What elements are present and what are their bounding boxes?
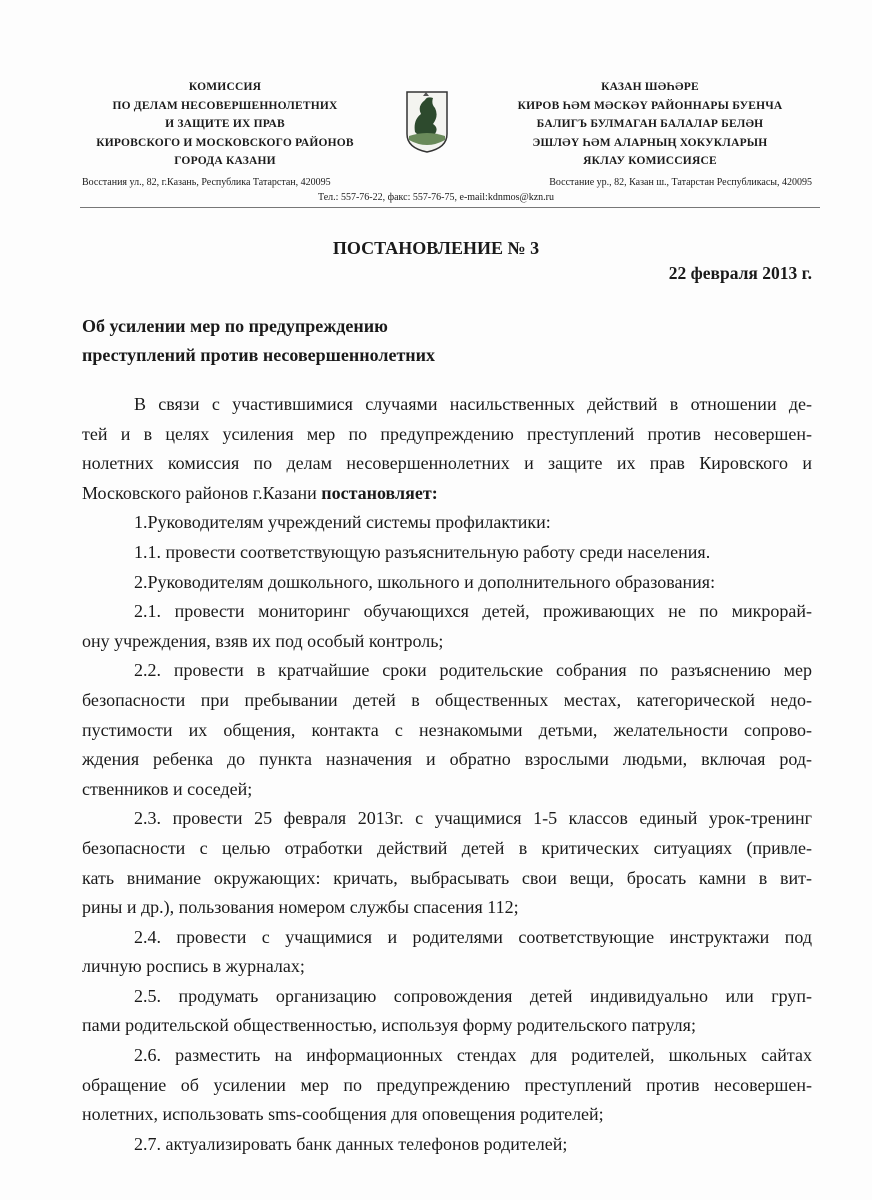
paragraph-line xyxy=(82,1041,812,1071)
line-text: 2.7. актуализировать банк данных телефонов родителей; xyxy=(134,1133,568,1154)
contacts: Тел.: 557-76-22, факс: 557-76-75, e-mail:kdnmos@kzn.ru xyxy=(318,192,554,203)
header-line: ПО ДЕЛАМ НЕСОВЕРШЕННОЛЕТНИХ xyxy=(112,99,338,112)
paragraph-line xyxy=(82,390,812,420)
subject-line: Об усилении мер по предупреждению xyxy=(82,316,388,336)
paragraph-line xyxy=(82,479,812,509)
paragraph-line xyxy=(82,982,812,1012)
header-line: ГОРОДА КАЗАНИ xyxy=(174,155,276,167)
paragraph-line xyxy=(82,449,812,479)
document-title: ПОСТАНОВЛЕНИЕ № 3 xyxy=(332,238,540,258)
line-text: 2.2. провести в кратчайшие сроки родительские собрания по разъяснению мер xyxy=(134,660,812,681)
paragraph-line xyxy=(82,923,812,953)
paragraph-line xyxy=(82,952,812,982)
paragraph-line xyxy=(82,656,812,686)
paragraph-line xyxy=(82,834,812,864)
line-text: безопасности с целью отработки действий детей в критических ситуациях (привле- xyxy=(82,837,812,858)
line-text: В связи с участившимися случаями насильственных действий в отношении де- xyxy=(134,394,812,414)
subject-line: преступлений против несовершеннолетних xyxy=(82,345,436,365)
header-line: КАЗАН ШӘҺӘРЕ xyxy=(601,81,699,93)
header-line: КИРОВ ҺӘМ МӘСКӘҮ РАЙОННАРЫ БУЕНЧА xyxy=(517,99,783,112)
line-text: нолетних, использовать sms-сообщения для оповещения родителей; xyxy=(82,1104,604,1125)
line-text: ждения ребенка до пункта назначения и обратно взрослыми людьми, включая род- xyxy=(82,749,812,770)
paragraph-line xyxy=(82,420,812,450)
line-text: ственников и соседей; xyxy=(82,778,253,799)
document-date: 22 февраля 2013 г. xyxy=(668,263,812,283)
line-text: рины и др.), пользования номером службы спасения 112; xyxy=(82,897,519,918)
paragraph-line xyxy=(82,804,812,834)
resolution-keyword: постановляет: xyxy=(321,482,438,503)
line-text: личную роспись в журналах; xyxy=(82,956,305,977)
line-text: 2.5. продумать организацию сопровождения детей индивидуально или груп- xyxy=(134,985,812,1006)
paragraph-line xyxy=(82,1130,812,1160)
header-line: КОМИССИЯ xyxy=(188,81,262,93)
address-right: Восстание ур., 82, Казан ш., Татарстан Республикасы, 420095 xyxy=(549,177,812,188)
header-line: ЭШЛӘҮ ҺӘМ АЛАРНЫҢ ХОКУКЛАРЫН xyxy=(532,136,768,149)
line-text: безопасности при пребывании детей в общественных местах, категорической недо- xyxy=(82,689,812,710)
kazan-coat-of-arms-icon xyxy=(405,90,449,154)
line-text: 1.1. провести соответствующую разъяснительную работу среди населения. xyxy=(134,541,711,562)
line-text: кать внимание окружающих: кричать, выбрасывать свои вещи, бросать камни в вит- xyxy=(82,867,812,888)
paragraph-line xyxy=(82,1011,812,1041)
header-line: ЯКЛАУ КОМИССИЯСЕ xyxy=(583,155,717,167)
line-text: Московского районов г.Казани xyxy=(82,482,322,503)
line-text: пами родительской общественностью, используя форму родительского патруля; xyxy=(82,1015,696,1036)
line-text: 2.6. разместить на информационных стендах для родителей, школьных сайтах xyxy=(134,1045,812,1066)
line-text: тей и в целях усиления мер по предупреждению преступлений против несовершен- xyxy=(82,423,812,444)
header-line: КИРОВСКОГО И МОСКОВСКОГО РАЙОНОВ xyxy=(96,136,354,149)
paragraph-line xyxy=(82,1071,812,1101)
header-divider xyxy=(80,207,820,208)
line-text: ону учреждения, взяв их под особый контроль; xyxy=(82,630,444,651)
document-subject xyxy=(82,312,435,370)
paragraph-line xyxy=(82,627,812,657)
paragraph-line xyxy=(82,745,812,775)
line-text: 2.1. провести мониторинг обучающихся детей, проживающих не по микрорай- xyxy=(134,601,812,622)
paragraph-line xyxy=(82,716,812,746)
line-text: нолетних комиссия по делам несовершеннолетних и защите их прав Кировского и xyxy=(82,453,812,474)
line-text: 2.Руководителям дошкольного, школьного и дополнительного образования: xyxy=(134,571,716,592)
paragraph-line xyxy=(82,1100,812,1130)
line-text: 1.Руководителям учреждений системы профилактики: xyxy=(134,512,551,533)
header-right-tatar xyxy=(490,78,810,171)
paragraph-line xyxy=(82,775,812,805)
line-text: 2.4. провести с учащимися и родителями соответствующие инструктажи под xyxy=(134,926,812,947)
document-body xyxy=(82,390,812,1159)
address-left: Восстания ул., 82, г.Казань, Республика Татарстан, 420095 xyxy=(82,177,331,188)
line-text: 2.3. провести 25 февраля 2013г. с учащимися 1-5 классов единый урок-тренинг xyxy=(134,808,812,829)
header-left-russian xyxy=(90,78,360,171)
line-text: пустимости их общения, контакта с незнакомыми детьми, желательности сопрово- xyxy=(82,719,812,740)
paragraph-line xyxy=(82,568,812,598)
paragraph-line xyxy=(82,864,812,894)
paragraph-line xyxy=(82,686,812,716)
header-line: И ЗАЩИТЕ ИХ ПРАВ xyxy=(165,118,285,130)
paragraph-line xyxy=(82,597,812,627)
paragraph-line xyxy=(82,508,812,538)
header-line: БАЛИГЪ БУЛМАГАН БАЛАЛАР БЕЛӘН xyxy=(536,118,764,130)
paragraph-line xyxy=(82,538,812,568)
line-text: обращение об усилении мер по предупреждению преступлений против несовершен- xyxy=(82,1074,812,1095)
paragraph-line xyxy=(82,893,812,923)
